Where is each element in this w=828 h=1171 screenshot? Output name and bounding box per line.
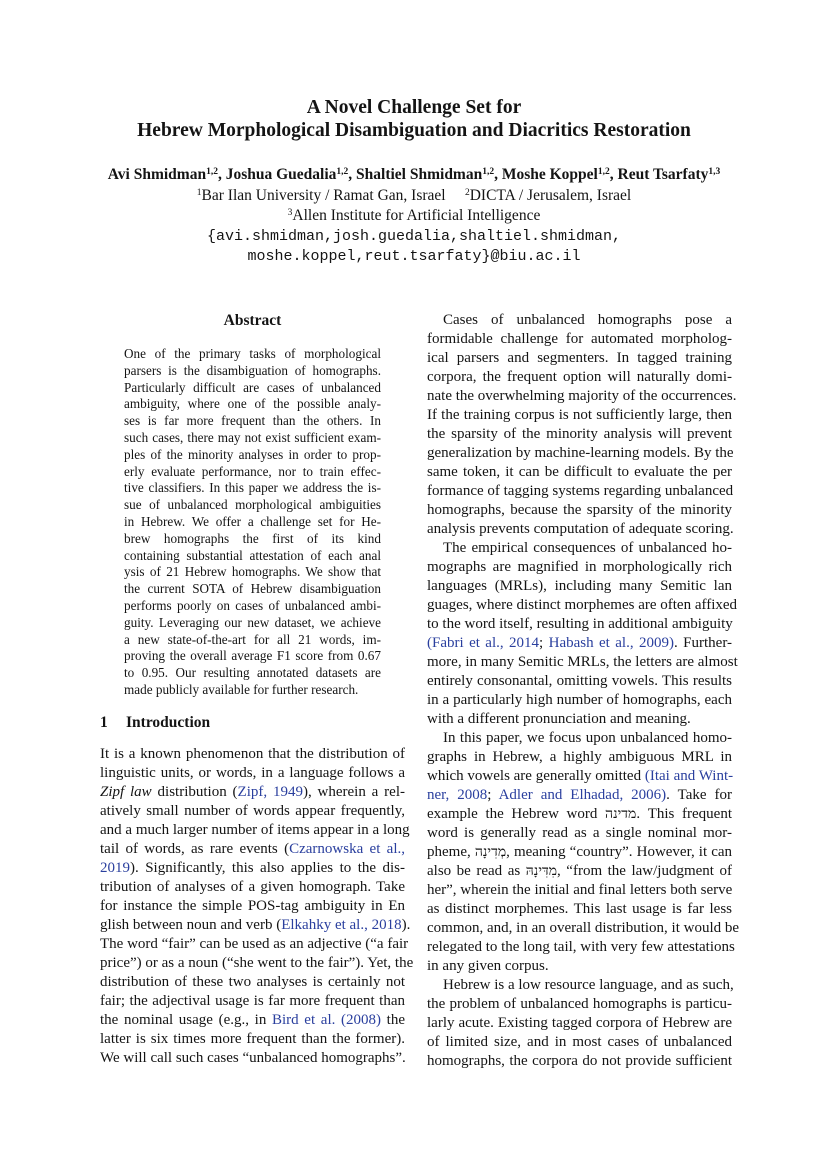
body-line: ical parsers and segmenters. In tagged training <box>427 350 732 366</box>
body-line: and a much larger number of items appear in a long <box>100 822 410 838</box>
body-line: generalization by machine-learning models. By the <box>427 445 734 461</box>
text-run: also be read as <box>427 863 526 879</box>
body-line: guages, where distinct morphemes are often affixed <box>427 597 738 613</box>
abstract-line: such cases, there may not exist sufficient exam- <box>124 429 381 445</box>
paper-title <box>0 96 828 142</box>
affiliation-mark: 1 <box>196 188 202 198</box>
body-line: in a particularly high number of homographs, each <box>427 692 732 708</box>
body-line: larly acute. Existing tagged corpora of Hebrew are <box>427 1015 732 1031</box>
text-run: the nominal usage (e.g., in <box>100 1012 272 1028</box>
author-affiliation-mark: 1,2 <box>597 167 610 177</box>
body-line: price”) or as a noun (“she went to the fair”). Yet, the <box>100 955 414 971</box>
body-line: In this paper, we focus upon unbalanced homo- <box>443 730 732 746</box>
body-line: common, and, in an overall distribution, it would be <box>427 920 740 936</box>
author-name: Avi Shmidman <box>107 166 207 183</box>
text-run: , meaning “country”. However, it can <box>506 844 733 860</box>
hebrew-word-vocalized: מִדִּינָהּ <box>525 863 558 879</box>
abstract-line: guity. Leveraging our new dataset, we achieve <box>124 614 381 630</box>
affiliation-line-2 <box>0 206 828 226</box>
paper-title-line-2: Hebrew Morphological Disambiguation and Diacritics Restoration <box>137 120 691 141</box>
text-run: ; <box>487 787 499 803</box>
author-affiliation-mark: 1,2 <box>336 167 349 177</box>
body-line: relegated to the long tail, with very few attestations <box>427 939 735 955</box>
email-line-1: {avi.shmidman,josh.guedalia,shaltiel.shmidman, <box>206 228 622 245</box>
body-line: analysis prevents computation of adequate scoring. <box>427 521 734 537</box>
body-line: of limited size, and in most cases of unbalanced <box>427 1034 732 1050</box>
body-line: with a different pronunciation and meaning. <box>427 711 691 727</box>
text-run: pheme, <box>427 844 475 860</box>
abstract-line: a new state-of-the-art for all 21 words, im- <box>124 631 381 647</box>
body-line: same token, it can be difficult to evaluate the per <box>427 464 732 480</box>
body-line <box>100 859 405 878</box>
text-run: which vowels are generally omitted <box>427 768 645 784</box>
body-line: for instance the simple POS-tag ambiguity in En <box>100 898 405 914</box>
affiliation-mark: 3 <box>287 208 293 218</box>
citation-link[interactable]: (Itai and Wint- <box>644 768 734 784</box>
abstract-line: One of the primary tasks of morphological <box>124 346 381 361</box>
text-run: ), wherein a rel- <box>302 784 405 800</box>
right-column-body <box>427 311 740 1071</box>
hebrew-word: מדינה <box>605 806 637 822</box>
abstract-body <box>124 346 381 699</box>
abstract-line: parsers is the disambiguation of homographs. <box>124 362 381 378</box>
body-line: If the training corpus is not sufficiently large, then <box>427 407 732 423</box>
abstract-line: erly evaluate performance, nor to train effec- <box>124 463 381 479</box>
body-line: word is generally read as a single nominal mor- <box>427 825 732 841</box>
abstract-line: to 0.95. Our resulting annotated datasets are <box>124 665 381 681</box>
abstract-line: sue of unbalanced morphological ambiguities <box>124 497 381 513</box>
body-line: corpora, the frequent option will naturally domi- <box>427 369 732 385</box>
body-line: nate the overwhelming majority of the occurrences. <box>427 388 737 404</box>
abstract-line: ysis of 21 Hebrew homographs. We show that <box>124 564 381 580</box>
body-line <box>427 843 732 862</box>
affiliation-mark: 2 <box>464 188 470 198</box>
abstract-heading: Abstract <box>223 312 282 329</box>
abstract-line: containing substantial attestation of each anal <box>124 547 381 563</box>
affiliation-line-1 <box>0 186 828 206</box>
body-line: mographs are magnified in morphologically rich <box>427 559 732 575</box>
abstract-line: ples of the minority analyses in order to prop- <box>124 446 381 462</box>
text-run: tail of words, as rare events ( <box>100 841 290 857</box>
body-line <box>100 1011 405 1030</box>
abstract-line: ambiguity, where one of the possible analy- <box>124 396 381 412</box>
citation-link[interactable]: 2019 <box>100 860 130 876</box>
affiliation-dicta: DICTA / Jerusalem, Israel <box>469 187 632 204</box>
body-line: as distinct morphemes. This last usage is far less <box>427 901 732 917</box>
author-affiliation-mark: 1,2 <box>206 167 218 177</box>
text-run: ). Significantly, this also applies to the dis- <box>130 860 405 876</box>
text-run: ). <box>401 917 411 933</box>
body-line: fair; the adjectival usage is far more frequent than <box>100 993 405 1009</box>
body-line: languages (MRLs), including many Semitic lan <box>427 578 732 594</box>
text-run: ; <box>539 635 549 651</box>
text-run: example the Hebrew word <box>427 806 606 822</box>
body-line <box>427 767 732 786</box>
body-line <box>427 634 732 653</box>
zipf-law-term: Zipf law <box>100 784 152 800</box>
text-run: , “from the law/judgment of <box>557 863 732 879</box>
abstract-line: brew homographs the first of its kind <box>124 530 381 546</box>
body-line: We will call such cases “unbalanced homographs”. <box>100 1050 406 1066</box>
body-line: atively small number of words appear frequently, <box>100 803 405 819</box>
body-line <box>100 840 405 859</box>
text-run: ) <box>669 635 674 651</box>
body-line <box>427 786 732 805</box>
abstract-line: made publicly available for further research. <box>124 681 359 697</box>
affiliation-bar-ilan: Bar Ilan University / Ramat Gan, Israel <box>201 187 446 204</box>
body-line <box>427 862 732 881</box>
section-title: Introduction <box>126 714 211 731</box>
body-line: The word “fair” can be used as an adjective (“a fair <box>100 936 409 952</box>
body-line: formidable challenge for automated morpholog- <box>427 331 732 347</box>
body-line <box>427 805 732 824</box>
citation-link[interactable]: Habash et al., 2009 <box>548 635 669 651</box>
section-heading-introduction <box>100 713 210 733</box>
abstract-line: Particularly difficult are cases of unbalanced <box>124 379 381 395</box>
text-run: . Take for <box>666 787 732 803</box>
body-line: It is a known phenomenon that the distribution of <box>100 746 405 762</box>
citation-link[interactable]: ner, 2008 <box>427 787 488 803</box>
email-line-2: moshe.koppel,reut.tsarfaty}@biu.ac.il <box>247 248 581 265</box>
body-line: the problem of unbalanced homographs is particu- <box>427 996 732 1012</box>
affiliation-allen: Allen Institute for Artificial Intelligence <box>292 207 541 224</box>
author-affiliation-mark: 1,2 <box>482 167 495 177</box>
body-line: Hebrew is a low resource language, and as such, <box>443 977 734 993</box>
citation-link[interactable]: Czarnowska et al., <box>289 841 406 857</box>
body-line: to the word itself, resulting in additional ambiguity <box>427 616 733 632</box>
abstract-line: in Hebrew. We offer a challenge set for He- <box>124 513 381 529</box>
body-line: the sparsity of the minority analysis will prevent <box>427 426 732 442</box>
body-line: more, in many Semitic MRLs, the letters are almost <box>427 654 738 670</box>
body-line: her”, wherein the initial and final letters both serve <box>427 882 733 898</box>
text-run: . This frequent <box>636 806 733 822</box>
citation-link[interactable]: Bird et al. (2008) <box>271 1012 382 1028</box>
body-line: graphs in Hebrew, a highly ambiguous MRL in <box>427 749 732 765</box>
author-name: Moshe Koppel <box>501 166 598 183</box>
introduction-body <box>100 745 414 1068</box>
abstract-line: performs poorly on cases of unbalanced ambi- <box>124 597 381 613</box>
text-run: glish between noun and verb ( <box>100 917 282 933</box>
body-line: formance of tagging systems regarding unbalanced <box>427 483 734 499</box>
body-line: homographs, because the sparsity of the minority <box>427 502 732 518</box>
text-run: distribution ( <box>151 784 238 800</box>
abstract-line: proving the overall average F1 score from 0.67 <box>124 648 381 664</box>
body-line: linguistic units, or words, in a language follows a <box>100 765 405 781</box>
hebrew-word-vocalized: מְדִינָה <box>474 844 507 860</box>
text-run: the <box>381 1012 405 1028</box>
body-line: homographs, the corpora do not provide sufficient <box>427 1053 732 1069</box>
citation-link[interactable]: (Fabri et al., 2014 <box>427 635 540 651</box>
body-line: latter is six times more frequent than the former). <box>100 1031 405 1047</box>
body-line: The empirical consequences of unbalanced ho- <box>443 540 732 556</box>
abstract-line: tive classifiers. In this paper we address the is- <box>124 480 381 496</box>
body-line <box>100 916 411 935</box>
body-line: in any given corpus. <box>427 958 549 974</box>
body-line: Cases of unbalanced homographs pose a <box>443 312 732 328</box>
body-line: distribution of these two analyses is certainly not <box>100 974 405 990</box>
citation-link[interactable]: Elkahky et al., 2018 <box>281 917 402 933</box>
citation-link[interactable]: Zipf, 1949 <box>237 784 303 800</box>
author-name: Reut Tsarfaty <box>617 166 709 183</box>
text-run: ) <box>661 787 667 803</box>
body-line: tribution of analyses of a given homograph. Take <box>100 879 405 895</box>
text-run: . Further- <box>674 635 733 651</box>
abstract-line: the current SOTA of Hebrew disambiguation <box>124 581 381 597</box>
citation-link[interactable]: Adler and Elhadad, 2006 <box>498 787 662 803</box>
author-affiliation-mark: 1,3 <box>708 167 721 177</box>
author-list: Avi Shmidman$^{1,2}$, Joshua Guedalia$^{1,2}$, Shaltiel Shmidman$^{1,2}$, Moshe Koppel$^{1,2}$, Reut Tsarfaty$^{1,3}$ <box>107 166 721 183</box>
body-line <box>100 783 405 802</box>
body-line: entirely consonantal, omitting vowels. This results <box>427 673 732 689</box>
abstract-line: ses is far more frequent than the others. In <box>124 413 381 429</box>
author-name: Shaltiel Shmidman <box>356 166 483 183</box>
author-name: Joshua Guedalia <box>225 166 337 183</box>
paper-title-line-1: A Novel Challenge Set for <box>306 97 522 118</box>
section-number: 1 <box>100 714 108 731</box>
